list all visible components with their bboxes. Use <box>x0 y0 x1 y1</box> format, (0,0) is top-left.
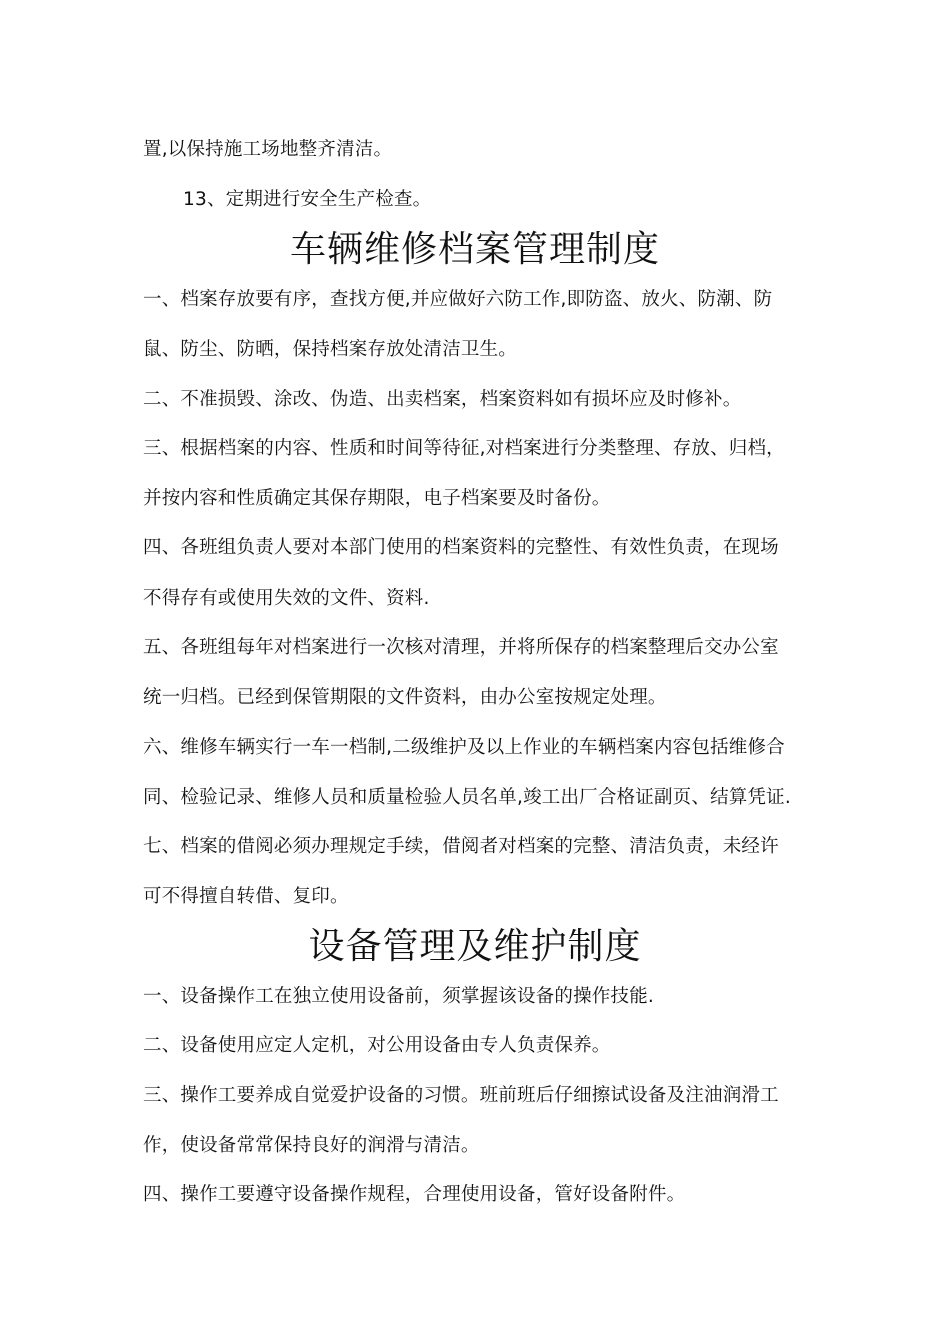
section-title-equipment: 设备管理及维护制度 <box>308 926 642 967</box>
body-line: 四、操作工要遵守设备操作规程，合理使用设备，管好设备附件。 <box>143 1184 686 1205</box>
body-line: 不得存有或使用失效的文件、资料. <box>143 588 430 609</box>
body-line: 二、设备使用应定人定机，对公用设备由专人负责保养。 <box>143 1035 611 1056</box>
body-line: 三、操作工要养成自觉爱护设备的习惯。班前班后仔细擦试设备及注油润滑工 <box>143 1085 779 1106</box>
body-line: 置,以保持施工场地整齐清洁。 <box>143 139 393 160</box>
body-line: 鼠、防尘、防晒，保持档案存放处清洁卫生。 <box>143 339 518 360</box>
body-line: 一、设备操作工在独立使用设备前，须掌握该设备的操作技能. <box>143 986 654 1007</box>
body-line: 13、定期进行安全生产检查。 <box>183 189 432 210</box>
section-title-archive: 车辆维修档案管理制度 <box>289 229 660 270</box>
body-line: 二、不准损毁、涂改、伪造、出卖档案，档案资料如有损坏应及时修补。 <box>143 389 742 410</box>
body-line: 七、档案的借阅必须办理规定手续，借阅者对档案的完整、清洁负责，未经许 <box>143 836 779 857</box>
body-line: 四、各班组负责人要对本部门使用的档案资料的完整性、有效性负责，在现场 <box>143 537 779 558</box>
body-line: 统一归档。已经到保管期限的文件资料，由办公室按规定处理。 <box>143 687 667 708</box>
body-line: 三、根据档案的内容、性质和时间等待征,对档案进行分类整理、存放、归档， <box>143 438 785 459</box>
body-line: 六、维修车辆实行一车一档制,二级维护及以上作业的车辆档案内容包括维修合 <box>143 737 785 758</box>
body-line: 同、检验记录、维修人员和质量检验人员名单,竣工出厂合格证副页、结算凭证. <box>143 787 791 808</box>
body-line: 五、各班组每年对档案进行一次核对清理，并将所保存的档案整理后交办公室 <box>143 637 779 658</box>
body-line: 一、档案存放要有序，查找方便,并应做好六防工作,即防盗、放火、防潮、防 <box>143 289 773 310</box>
body-line: 作，使设备常常保持良好的润滑与清洁。 <box>143 1135 480 1156</box>
body-line: 可不得擅自转借、复印。 <box>143 886 349 907</box>
body-line: 并按内容和性质确定其保存期限，电子档案要及时备份。 <box>143 488 611 509</box>
